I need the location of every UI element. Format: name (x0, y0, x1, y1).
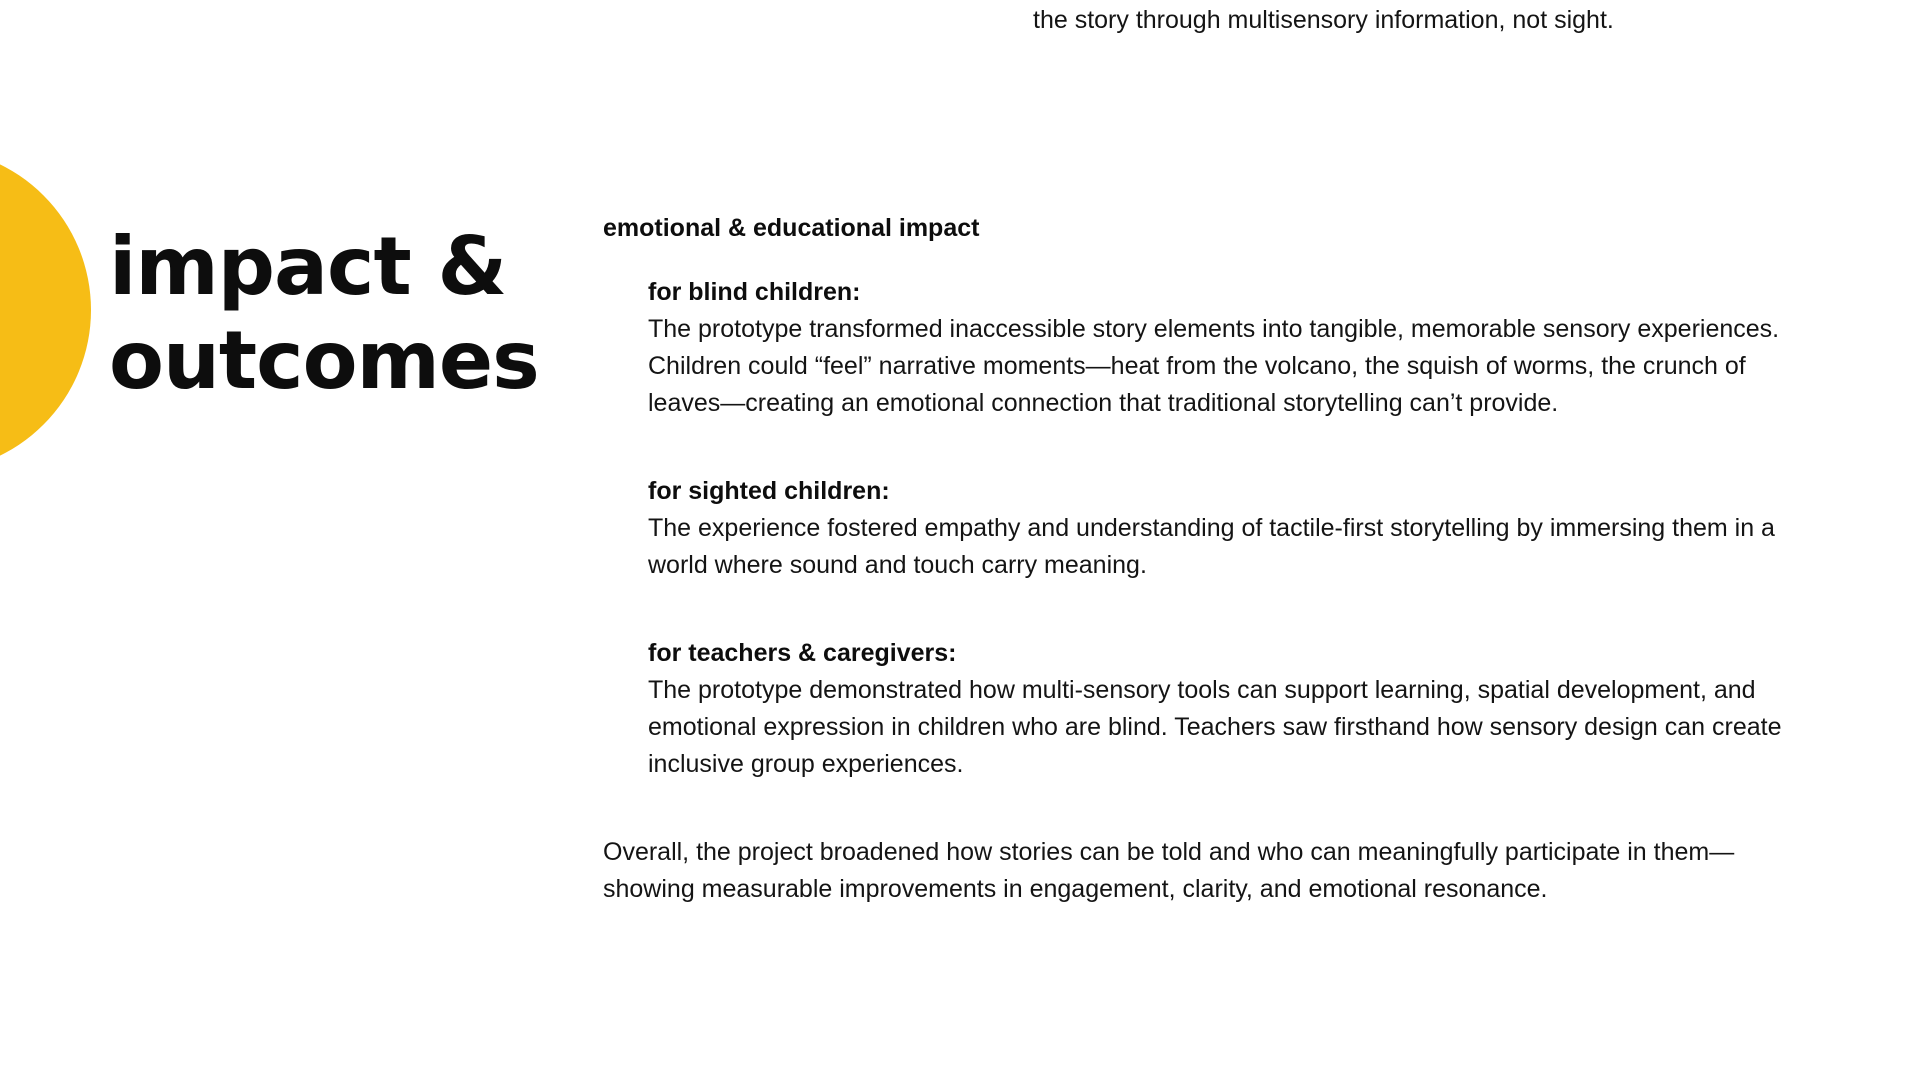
group-body: The prototype transformed inaccessible story elements into tangible, memorable sensory experiences. Children could “feel” narrative moments—heat from the volcano, the squish of worms, the crunch of leaves—creating an emotional connection that traditional storytelling can’t provide. (648, 315, 1780, 417)
impact-content (603, 210, 1818, 908)
impact-group-sighted-children (648, 473, 1818, 584)
group-body: The prototype demonstrated how multi-sensory tools can support learning, spatial development, and emotional expression in children who are blind. Teachers saw firsthand how sensory design can create inclusive group experiences. (648, 676, 1782, 778)
impact-group-teachers-caregivers (648, 635, 1818, 783)
accent-circle (0, 148, 91, 472)
group-title: for teachers & caregivers: (648, 639, 957, 667)
summary-paragraph: Overall, the project broadened how stories can be told and who can meaningfully participate in them—showing measurable improvements in engagement, clarity, and emotional resonance. (603, 838, 1735, 903)
intro-text-tail: the story through multisensory information, not sight. (1033, 6, 1614, 34)
section-title (109, 220, 539, 408)
impact-group-blind-children (648, 274, 1818, 422)
section-title-line-2: outcomes (109, 314, 539, 407)
group-title: for blind children: (648, 278, 861, 306)
group-body: The experience fostered empathy and understanding of tactile-first storytelling by immersing them in a world where sound and touch carry meaning. (648, 514, 1775, 579)
section-title-line-1: impact & (109, 220, 507, 313)
group-title: for sighted children: (648, 477, 890, 505)
subheading: emotional & educational impact (603, 214, 980, 242)
